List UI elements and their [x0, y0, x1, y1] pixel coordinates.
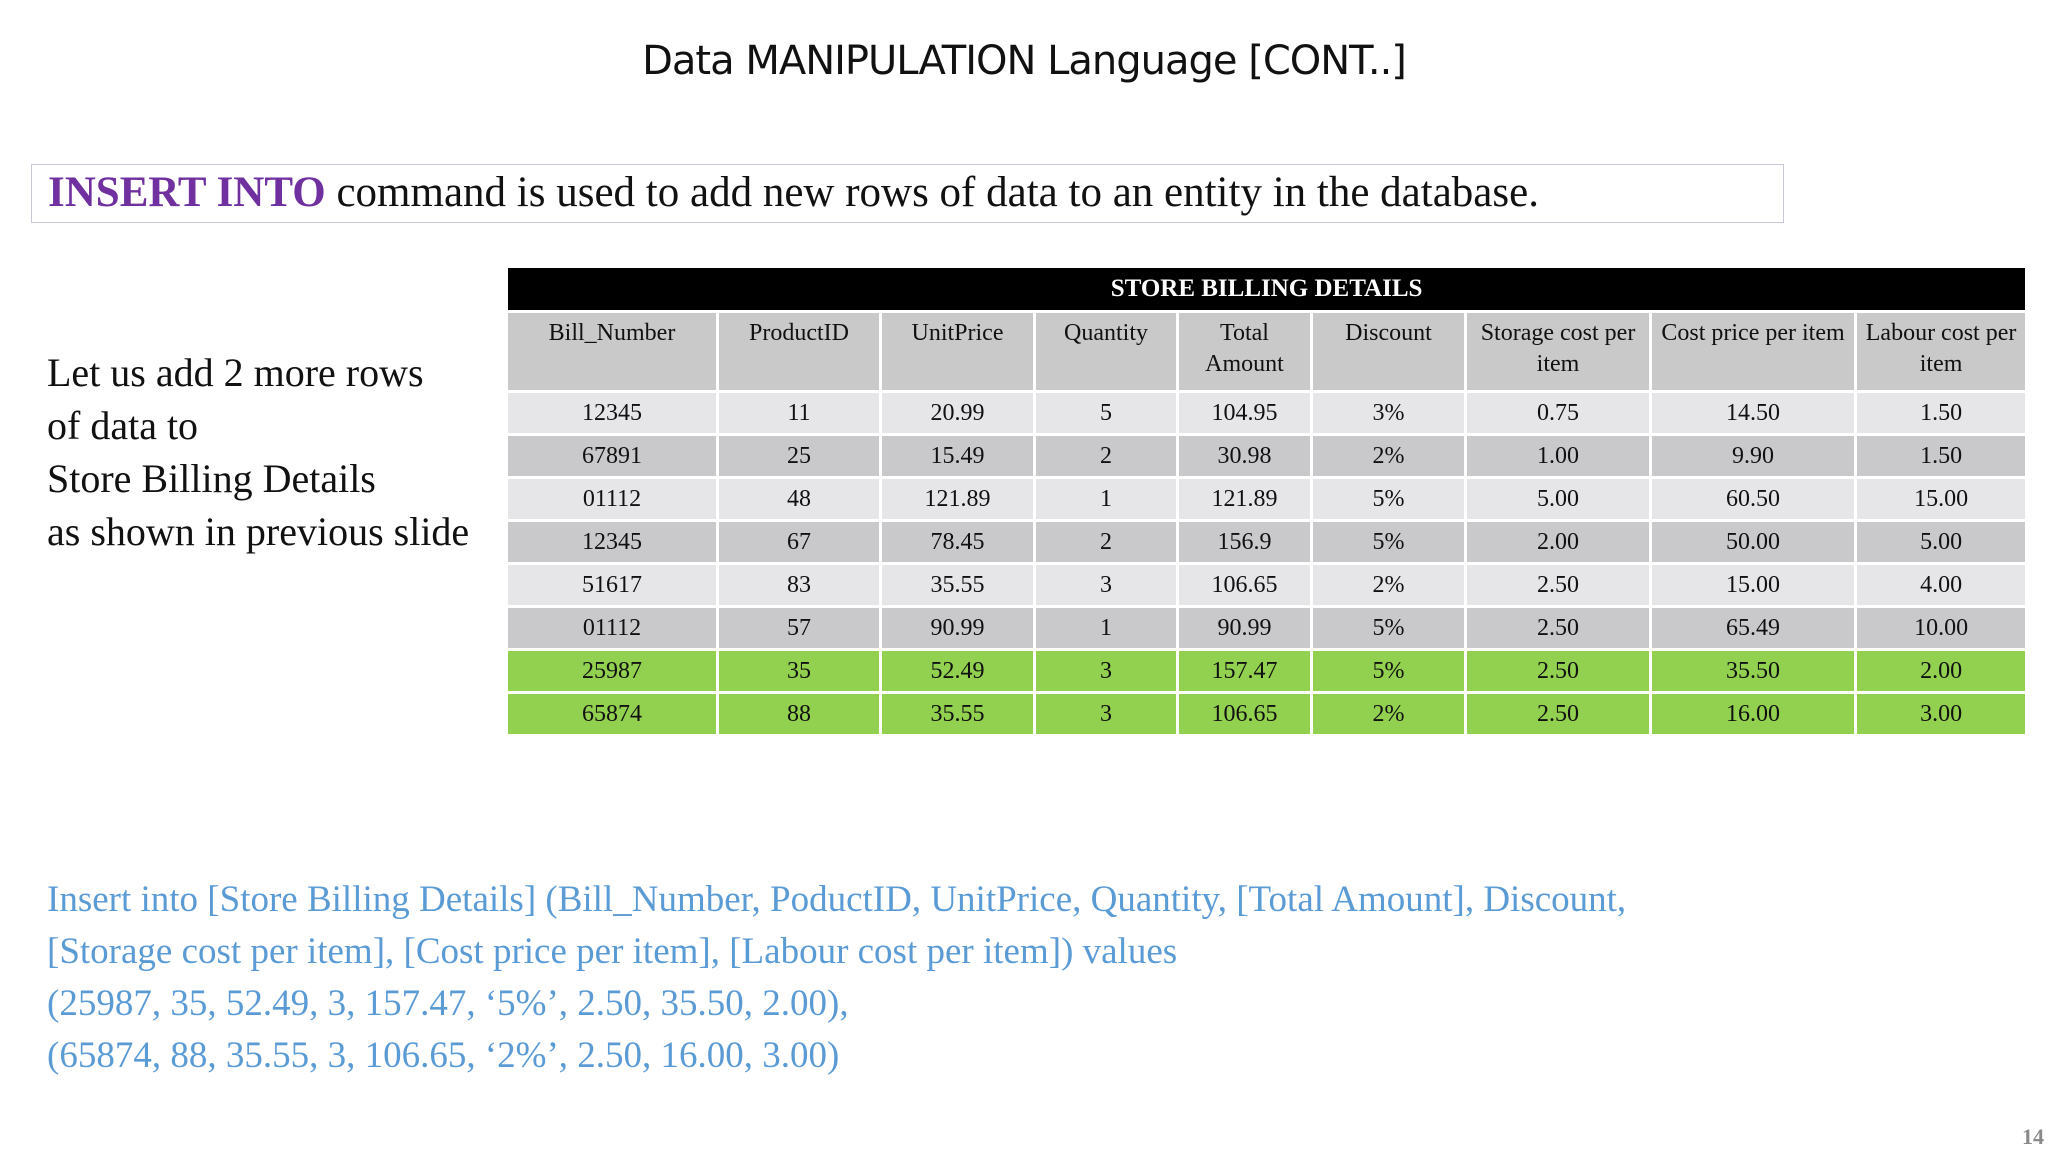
column-header: Bill_Number [507, 312, 718, 392]
table-row [507, 392, 2027, 435]
table-cell: 5.00 [1466, 478, 1651, 521]
sql-line: (25987, 35, 52.49, 3, 157.47, ‘5%’, 2.50, 35.50, 2.00), [47, 983, 849, 1024]
intro-line: Store Billing Details [47, 456, 376, 501]
table-cell: 2.00 [1856, 650, 2027, 693]
table-cell: 50.00 [1651, 521, 1856, 564]
definition-text: command is used to add new rows of data to an entity in the database. [325, 169, 1539, 216]
table-cell: 1.00 [1466, 435, 1651, 478]
table-cell: 157.47 [1178, 650, 1312, 693]
table-cell: 35.55 [881, 564, 1035, 607]
table-cell: 51617 [507, 564, 718, 607]
table-cell: 67 [718, 521, 881, 564]
table-cell: 2.50 [1466, 564, 1651, 607]
table-cell: 1 [1035, 478, 1178, 521]
table-cell: 106.65 [1178, 564, 1312, 607]
table-cell: 78.45 [881, 521, 1035, 564]
table-cell: 1 [1035, 607, 1178, 650]
column-header: Total Amount [1178, 312, 1312, 392]
table-cell: 2 [1035, 521, 1178, 564]
table-cell: 35.55 [881, 693, 1035, 736]
table-cell: 104.95 [1178, 392, 1312, 435]
column-header: Quantity [1035, 312, 1178, 392]
table-cell: 20.99 [881, 392, 1035, 435]
table-cell: 01112 [507, 478, 718, 521]
insert-into-keyword: INSERT INTO [48, 169, 326, 216]
intro-line: as shown in previous slide [47, 509, 470, 554]
table-cell: 60.50 [1651, 478, 1856, 521]
table-cell: 65.49 [1651, 607, 1856, 650]
table-row-inserted [507, 650, 2027, 693]
table-cell: 5% [1312, 521, 1466, 564]
sql-line: Insert into [Store Billing Details] (Bill_Number, PoductID, UnitPrice, Quantity, [Total Amount], Discount, [47, 879, 1627, 920]
table-cell: 1.50 [1856, 435, 2027, 478]
table-row [507, 521, 2027, 564]
table-cell: 9.90 [1651, 435, 1856, 478]
table-cell: 90.99 [1178, 607, 1312, 650]
table-cell: 48 [718, 478, 881, 521]
store-billing-table [505, 265, 2028, 737]
table-row [507, 607, 2027, 650]
table-cell: 121.89 [1178, 478, 1312, 521]
sql-statement [47, 874, 1997, 1082]
column-header: Cost price per item [1651, 312, 1856, 392]
table-cell: 14.50 [1651, 392, 1856, 435]
table-cell: 90.99 [881, 607, 1035, 650]
table-cell: 3 [1035, 693, 1178, 736]
table-cell: 106.65 [1178, 693, 1312, 736]
table-cell: 0.75 [1466, 392, 1651, 435]
intro-line: Let us add 2 more rows [47, 350, 424, 395]
table-cell: 2 [1035, 435, 1178, 478]
table-cell: 15.00 [1651, 564, 1856, 607]
table-cell: 25 [718, 435, 881, 478]
table-cell: 65874 [507, 693, 718, 736]
table-cell: 35.50 [1651, 650, 1856, 693]
table-cell: 30.98 [1178, 435, 1312, 478]
sql-line: (65874, 88, 35.55, 3, 106.65, ‘2%’, 2.50, 16.00, 3.00) [47, 1035, 840, 1076]
table-cell: 15.00 [1856, 478, 2027, 521]
table-cell: 5.00 [1856, 521, 2027, 564]
page-number: 14 [2022, 1124, 2044, 1149]
table-cell: 5 [1035, 392, 1178, 435]
table-cell: 15.49 [881, 435, 1035, 478]
table-cell: 2% [1312, 693, 1466, 736]
table-cell: 2% [1312, 564, 1466, 607]
table-cell: 52.49 [881, 650, 1035, 693]
table-cell: 4.00 [1856, 564, 2027, 607]
column-header: Discount [1312, 312, 1466, 392]
table-cell: 3% [1312, 392, 1466, 435]
table-cell: 12345 [507, 392, 718, 435]
table-row [507, 564, 2027, 607]
table-cell: 5% [1312, 478, 1466, 521]
table-cell: 156.9 [1178, 521, 1312, 564]
column-header: ProductID [718, 312, 881, 392]
column-header: Labour cost per item [1856, 312, 2027, 392]
definition-box [31, 164, 1784, 223]
table-cell: 2.50 [1466, 693, 1651, 736]
table-cell: 3.00 [1856, 693, 2027, 736]
table-cell: 57 [718, 607, 881, 650]
table-cell: 2.00 [1466, 521, 1651, 564]
table-cell: 2% [1312, 435, 1466, 478]
table-row [507, 478, 2027, 521]
table-cell: 3 [1035, 564, 1178, 607]
column-header: Storage cost per item [1466, 312, 1651, 392]
table-cell: 35 [718, 650, 881, 693]
table-cell: 83 [718, 564, 881, 607]
table-body [507, 392, 2027, 736]
table-row [507, 435, 2027, 478]
table-cell: 2.50 [1466, 607, 1651, 650]
table-cell: 01112 [507, 607, 718, 650]
table-cell: 11 [718, 392, 881, 435]
table-cell: 25987 [507, 650, 718, 693]
table-cell: 67891 [507, 435, 718, 478]
intro-line: of data to [47, 403, 199, 448]
table-cell: 121.89 [881, 478, 1035, 521]
table-cell: 16.00 [1651, 693, 1856, 736]
column-header: UnitPrice [881, 312, 1035, 392]
table-header-row [507, 312, 2027, 392]
intro-text [47, 346, 507, 558]
table-cell: 2.50 [1466, 650, 1651, 693]
table-cell: 12345 [507, 521, 718, 564]
sql-line: [Storage cost per item], [Cost price per item], [Labour cost per item]) values [47, 931, 1178, 972]
slide-title: Data MANIPULATION Language [CONT..] [642, 38, 1406, 84]
table-cell: 10.00 [1856, 607, 2027, 650]
table-caption: STORE BILLING DETAILS [507, 267, 2027, 312]
table-cell: 5% [1312, 650, 1466, 693]
table-cell: 1.50 [1856, 392, 2027, 435]
table-cell: 5% [1312, 607, 1466, 650]
table-row-inserted [507, 693, 2027, 736]
table-cell: 3 [1035, 650, 1178, 693]
table-cell: 88 [718, 693, 881, 736]
